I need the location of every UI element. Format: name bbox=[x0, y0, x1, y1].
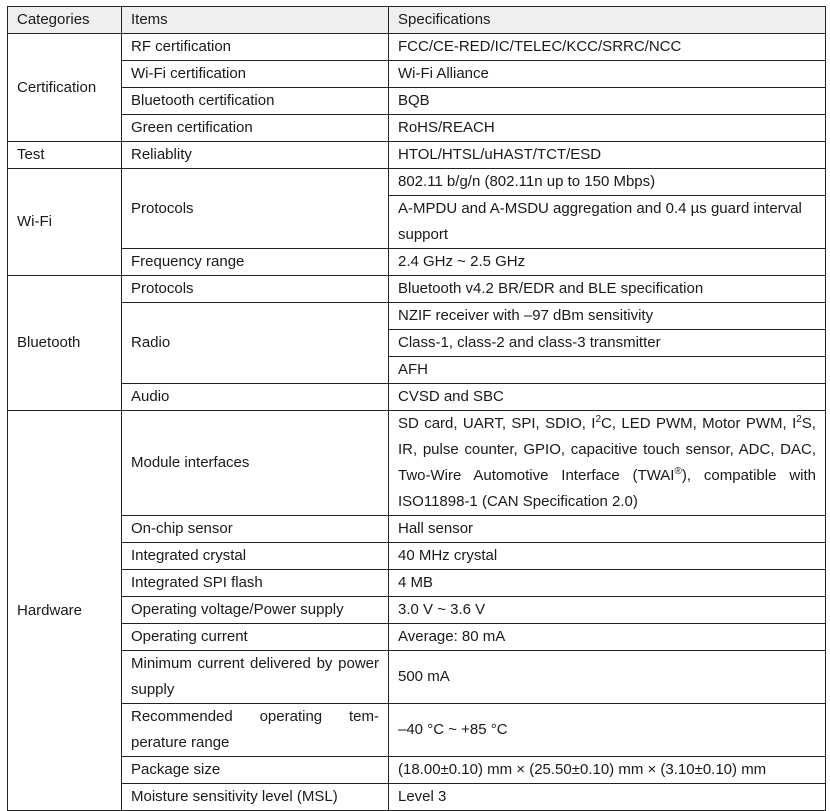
category-wifi: Wi-Fi bbox=[8, 169, 122, 276]
table-row bbox=[8, 115, 826, 142]
registered-mark: ® bbox=[674, 466, 682, 477]
item-cell: Recommended operating tem-perature range bbox=[122, 704, 389, 757]
item-cell: Frequency range bbox=[122, 249, 389, 276]
category-test: Test bbox=[8, 142, 122, 169]
item-cell: Green certification bbox=[122, 115, 389, 142]
table-row bbox=[8, 249, 826, 276]
item-cell: Protocols bbox=[122, 276, 389, 303]
header-specifications: Specifications bbox=[389, 7, 826, 34]
table-row bbox=[8, 303, 826, 330]
spec-text: SD card, UART, SPI, SDIO, I bbox=[398, 415, 596, 432]
item-cell: RF certification bbox=[122, 34, 389, 61]
spec-cell: –40 °C ~ +85 °C bbox=[389, 704, 826, 757]
spec-cell-module-interfaces bbox=[389, 411, 826, 516]
category-bluetooth: Bluetooth bbox=[8, 276, 122, 411]
spec-cell: Class-1, class-2 and class-3 transmitter bbox=[389, 330, 826, 357]
spec-cell: Level 3 bbox=[389, 784, 826, 811]
item-cell: Operating voltage/Power supply bbox=[122, 597, 389, 624]
table-row bbox=[8, 384, 826, 411]
category-certification: Certification bbox=[8, 34, 122, 142]
item-cell: Package size bbox=[122, 757, 389, 784]
header-categories: Categories bbox=[8, 7, 122, 34]
spec-cell: AFH bbox=[389, 357, 826, 384]
spec-cell: (18.00±0.10) mm × (25.50±0.10) mm × (3.10±0.10) mm bbox=[389, 757, 826, 784]
item-cell: On-chip sensor bbox=[122, 516, 389, 543]
table-row bbox=[8, 784, 826, 811]
table-row bbox=[8, 61, 826, 88]
item-cell: Integrated SPI flash bbox=[122, 570, 389, 597]
spec-cell: NZIF receiver with –97 dBm sensitivity bbox=[389, 303, 826, 330]
spec-text: S, IR, pulse counter, GPIO, capacitive touch sensor, ADC, DAC, Two-Wire Automotive Interface (TWAI bbox=[398, 415, 816, 484]
table-row bbox=[8, 543, 826, 570]
spec-cell: HTOL/HTSL/uHAST/TCT/ESD bbox=[389, 142, 826, 169]
item-cell: Bluetooth certification bbox=[122, 88, 389, 115]
spec-cell: 500 mA bbox=[389, 651, 826, 704]
table-row bbox=[8, 624, 826, 651]
table-row bbox=[8, 516, 826, 543]
item-cell: Protocols bbox=[122, 169, 389, 249]
category-hardware: Hardware bbox=[8, 411, 122, 811]
specifications-table bbox=[7, 6, 826, 811]
table-row bbox=[8, 34, 826, 61]
header-items: Items bbox=[122, 7, 389, 34]
item-cell: Reliablity bbox=[122, 142, 389, 169]
superscript: 2 bbox=[796, 414, 802, 425]
superscript: 2 bbox=[595, 414, 602, 425]
item-cell: Minimum current delivered by power supply bbox=[122, 651, 389, 704]
spec-cell: CVSD and SBC bbox=[389, 384, 826, 411]
spec-cell: RoHS/REACH bbox=[389, 115, 826, 142]
table-row bbox=[8, 88, 826, 115]
spec-cell: A-MPDU and A-MSDU aggregation and 0.4 µs guard interval support bbox=[389, 196, 826, 249]
spec-cell: BQB bbox=[389, 88, 826, 115]
table-row bbox=[8, 169, 826, 196]
specifications-table-container bbox=[7, 6, 825, 811]
table-row bbox=[8, 597, 826, 624]
spec-text: ), compatible with ISO11898-1 (CAN Specification 2.0) bbox=[398, 467, 816, 510]
item-cell: Audio bbox=[122, 384, 389, 411]
item-cell: Radio bbox=[122, 303, 389, 384]
item-cell: Module interfaces bbox=[122, 411, 389, 516]
spec-cell: 3.0 V ~ 3.6 V bbox=[389, 597, 826, 624]
table-row bbox=[8, 411, 826, 516]
table-header-row bbox=[8, 7, 826, 34]
table-row bbox=[8, 757, 826, 784]
spec-cell: 802.11 b/g/n (802.11n up to 150 Mbps) bbox=[389, 169, 826, 196]
spec-cell: Average: 80 mA bbox=[389, 624, 826, 651]
table-row bbox=[8, 651, 826, 704]
table-row bbox=[8, 276, 826, 303]
item-cell: Moisture sensitivity level (MSL) bbox=[122, 784, 389, 811]
spec-cell: 2.4 GHz ~ 2.5 GHz bbox=[389, 249, 826, 276]
spec-text: C, LED PWM, Motor PWM, I bbox=[601, 415, 797, 432]
item-cell: Operating current bbox=[122, 624, 389, 651]
spec-cell: Hall sensor bbox=[389, 516, 826, 543]
spec-cell: 4 MB bbox=[389, 570, 826, 597]
spec-cell: 40 MHz crystal bbox=[389, 543, 826, 570]
spec-cell: Bluetooth v4.2 BR/EDR and BLE specification bbox=[389, 276, 826, 303]
item-cell: Wi-Fi certification bbox=[122, 61, 389, 88]
table-row bbox=[8, 142, 826, 169]
spec-cell: FCC/CE-RED/IC/TELEC/KCC/SRRC/NCC bbox=[389, 34, 826, 61]
item-cell: Integrated crystal bbox=[122, 543, 389, 570]
table-row bbox=[8, 570, 826, 597]
table-row bbox=[8, 704, 826, 757]
spec-cell: Wi-Fi Alliance bbox=[389, 61, 826, 88]
